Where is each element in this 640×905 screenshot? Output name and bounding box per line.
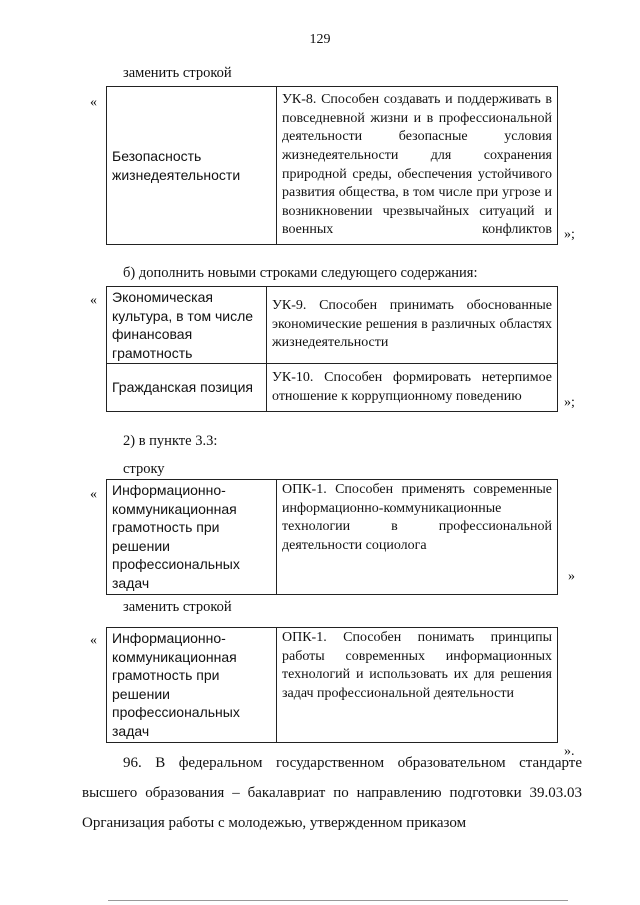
page-edge-rule	[108, 900, 568, 901]
paragraph-96	[82, 748, 582, 838]
close-quote: »;	[564, 227, 575, 242]
close-quote: ».	[564, 744, 575, 759]
close-quote: »	[568, 569, 575, 584]
competency-category: Информационно-коммуникационная грамотность при решении профессиональных задач	[107, 628, 277, 743]
item-b-text: б) дополнить новыми строками следующего содержания:	[123, 265, 478, 281]
open-quote: «	[90, 293, 97, 308]
competency-description: ОПК-1. Способен понимать принципы работы современных информационных технологий и использовать их для решения задач профессиональной деятельности	[277, 628, 558, 743]
competency-category: Гражданская позиция	[107, 364, 267, 412]
close-quote: »;	[564, 395, 575, 410]
instruction-row: строку	[123, 461, 165, 477]
instruction-replace: заменить строкой	[123, 599, 232, 615]
table-row	[107, 480, 558, 595]
competency-table-opk1-old	[106, 479, 558, 595]
open-quote: «	[90, 487, 97, 502]
competency-description: УК-8. Способен создавать и поддерживать в повседневной жизни и в профессиональной деятельности безопасные условия жизнедеятельности для сохранения природной среды, обеспечения устойчивого развития общества, в том числе при угрозе и возникновении чрезвычайных ситуаций и военных конфликтов	[277, 87, 558, 245]
item-2-text: 2) в пункте 3.3:	[123, 433, 218, 449]
competency-category: Экономическая культура, в том числе финансовая грамотность	[107, 287, 267, 364]
open-quote: «	[90, 95, 97, 110]
competency-description: УК-10. Способен формировать нетерпимое отношение к коррупционному поведению	[267, 364, 558, 412]
instruction-replace: заменить строкой	[123, 65, 232, 81]
table-row	[107, 628, 558, 743]
paragraph-text: 96. В федеральном государственном образовательном стандарте высшего образования – бакалавриат по направлению подготовки 39.03.03 Организация работы с молодежью, утвержденном приказом	[82, 755, 582, 831]
competency-table-uk9-uk10	[106, 286, 558, 412]
competency-table-uk8	[106, 86, 558, 245]
competency-description: УК-9. Способен принимать обоснованные экономические решения в различных областях жизнедеятельности	[267, 287, 558, 364]
competency-category: Информационно-коммуникационная грамотность при решении профессиональных задач	[107, 480, 277, 595]
table-row	[107, 287, 558, 364]
open-quote: «	[90, 633, 97, 648]
competency-table-opk1-new	[106, 627, 558, 743]
table-row	[107, 364, 558, 412]
page-number: 129	[309, 32, 331, 47]
table-row	[107, 87, 558, 245]
competency-category: Безопасность жизнедеятельности	[107, 87, 277, 245]
competency-description: ОПК-1. Способен применять современные информационно-коммуникационные технологии в профессиональной деятельности социолога	[277, 480, 558, 595]
